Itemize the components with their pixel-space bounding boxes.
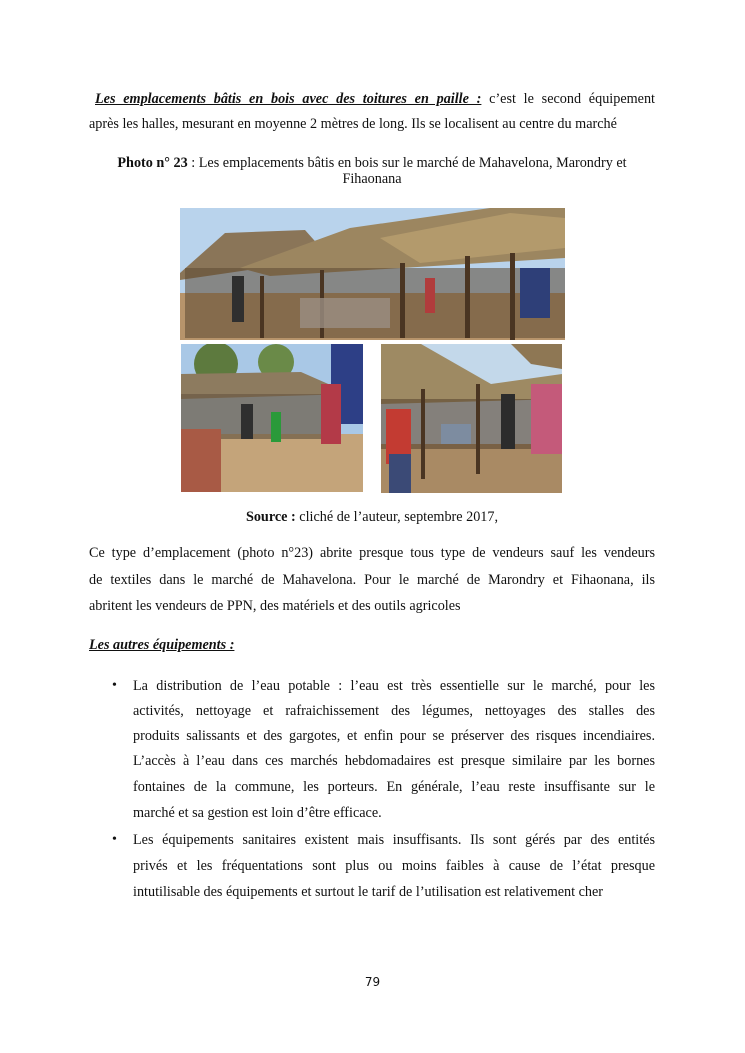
- bullet-1-line6: marché et sa gestion est loin d’être efficace.: [133, 805, 382, 821]
- para2-line3: abritent les vendeurs de PPN, des matériels et des outils agricoles: [89, 598, 461, 614]
- photo-caption-line2: Fihaonana: [342, 171, 402, 187]
- para2-line1: Ce type d’emplacement (photo n°23) abrite presque tous type de vendeurs sauf les vendeurs: [89, 545, 655, 561]
- bullet-2-line2: privés et les fréquentations sont plus ou moins faibles à cause de l’état presque: [133, 858, 655, 874]
- photo-source-label: Source :: [245, 509, 296, 525]
- para1-line2: après les halles, mesurant en moyenne 2 mètres de long. Ils se localisent au centre du marché: [89, 116, 617, 132]
- page-number: 79: [364, 975, 381, 989]
- para1-line1-rest: c’est le second équipement: [481, 91, 655, 107]
- para1-line1: [89, 90, 655, 108]
- photo-source-text: cliché de l’auteur, septembre 2017,: [295, 509, 499, 525]
- bullet-1-marker: •: [112, 678, 117, 693]
- bullet-1-line4: L’accès à l’eau dans ces marchés hebdomadaires est presque similaire par les bornes: [133, 753, 655, 769]
- bullet-1-line5: fontaines de la commune, les porteurs. En générale, l’eau reste insuffisante sur le: [133, 779, 655, 795]
- market-stalls-photo-vendors: [381, 344, 562, 493]
- market-stalls-photo-crowd: [181, 344, 363, 492]
- section-heading: [89, 636, 655, 654]
- bullet-2-line3: intutilisable des équipements et surtout le tarif de l’utilisation est relativement cher: [133, 884, 604, 900]
- market-stalls-photo-wide: [180, 208, 565, 340]
- bullet-1-line3: produits salissants et des gargotes, et enfin pour se préserver des risques incendiaires.: [133, 728, 655, 744]
- bullet-2-marker: •: [112, 832, 117, 847]
- photo-caption-label: Photo n° 23: [117, 155, 188, 171]
- bullet-1-line2: activités, nettoyage et rafraichissement des légumes, nettoyages des stalles des: [133, 703, 655, 719]
- photo-source: [89, 508, 655, 526]
- bullet-2-line1: Les équipements sanitaires existent mais insuffisants. Ils sont gérés par des entités: [133, 832, 655, 848]
- section-heading-text: Les autres équipements :: [89, 637, 235, 653]
- para2-line2: de textiles dans le marché de Mahavelona. Pour le marché de Marondry et Fihaonana, ils: [89, 572, 655, 588]
- para1-heading: Les emplacements bâtis en bois avec des toitures en paille :: [95, 91, 482, 107]
- photo-caption-text: : Les emplacements bâtis en bois sur le marché de Mahavelona, Marondry et: [187, 155, 627, 171]
- bullet-1-line1: La distribution de l’eau potable : l’eau est très essentielle sur le marché, pour les: [133, 678, 655, 694]
